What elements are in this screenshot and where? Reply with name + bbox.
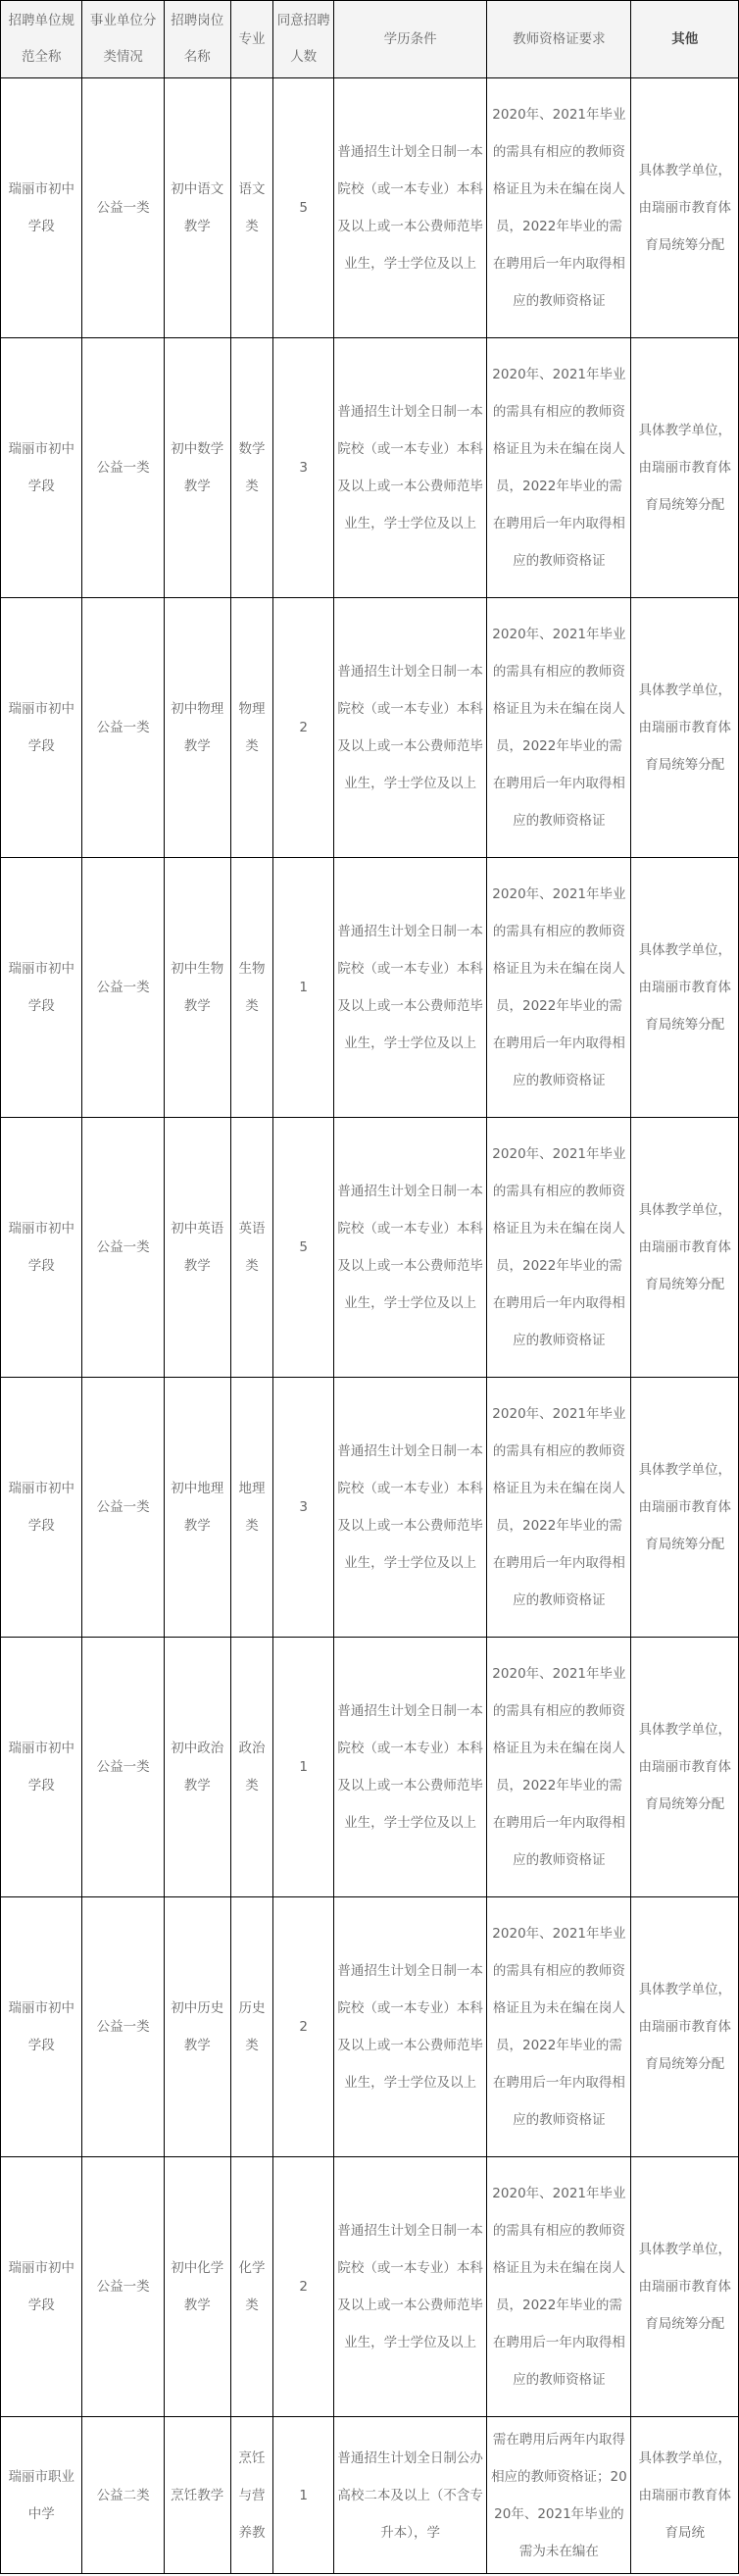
cell-count: 2 (273, 598, 334, 858)
cell-category: 公益二类 (82, 2417, 164, 2574)
cell-position: 初中化学教学 (164, 2157, 230, 2417)
cell-position: 初中物理教学 (164, 598, 230, 858)
cell-unit: 瑞丽市初中学段 (1, 78, 82, 338)
cell-unit: 瑞丽市初中学段 (1, 338, 82, 598)
cell-category: 公益一类 (82, 858, 164, 1118)
cell-major: 英语类 (230, 1118, 273, 1378)
cell-major: 生物类 (230, 858, 273, 1118)
cell-count: 1 (273, 2417, 334, 2574)
cell-unit: 瑞丽市初中学段 (1, 1638, 82, 1897)
cell-category: 公益一类 (82, 598, 164, 858)
cell-certificate: 需在聘用后两年内取得相应的教师资格证；2020年、2021年毕业的需为未在编在 (487, 2417, 631, 2574)
cell-unit: 瑞丽市职业中学 (1, 2417, 82, 2574)
table-row (1, 1638, 739, 1897)
header-unit-name: 招聘单位规范全称 (1, 1, 82, 78)
cell-education: 普通招生计划全日制一本院校（或一本专业）本科及以上或一本公费师范毕业生，学士学位及以上 (333, 1897, 486, 2157)
cell-certificate: 2020年、2021年毕业的需具有相应的教师资格证且为未在编在岗人员，2022年毕业的需在聘用后一年内取得相应的教师资格证 (487, 2157, 631, 2417)
table-row (1, 858, 739, 1118)
header-hire-count: 同意招聘人数 (273, 1, 334, 78)
table-row (1, 338, 739, 598)
cell-other: 具体教学单位，由瑞丽市教育体育局统筹分配 (631, 1897, 739, 2157)
table-row (1, 1897, 739, 2157)
cell-certificate: 2020年、2021年毕业的需具有相应的教师资格证且为未在编在岗人员，2022年毕业的需在聘用后一年内取得相应的教师资格证 (487, 1897, 631, 2157)
cell-category: 公益一类 (82, 1378, 164, 1638)
cell-unit: 瑞丽市初中学段 (1, 598, 82, 858)
cell-category: 公益一类 (82, 338, 164, 598)
cell-position: 初中历史教学 (164, 1897, 230, 2157)
cell-major: 烹饪与营养教 (230, 2417, 273, 2574)
cell-other: 具体教学单位，由瑞丽市教育体育局统筹分配 (631, 338, 739, 598)
cell-count: 1 (273, 858, 334, 1118)
cell-unit: 瑞丽市初中学段 (1, 1118, 82, 1378)
cell-category: 公益一类 (82, 78, 164, 338)
cell-education: 普通招生计划全日制一本院校（或一本专业）本科及以上或一本公费师范毕业生，学士学位及以上 (333, 2157, 486, 2417)
header-major: 专业 (230, 1, 273, 78)
cell-major: 语文类 (230, 78, 273, 338)
header-position-name: 招聘岗位名称 (164, 1, 230, 78)
cell-unit: 瑞丽市初中学段 (1, 1378, 82, 1638)
cell-other: 具体教学单位，由瑞丽市教育体育局统筹分配 (631, 858, 739, 1118)
cell-major: 数学类 (230, 338, 273, 598)
cell-other: 具体教学单位，由瑞丽市教育体育局统筹分配 (631, 1378, 739, 1638)
cell-count: 2 (273, 2157, 334, 2417)
cell-education: 普通招生计划全日制一本院校（或一本专业）本科及以上或一本公费师范毕业生，学士学位及以上 (333, 598, 486, 858)
header-other: 其他 (631, 1, 739, 78)
cell-education: 普通招生计划全日制公办高校二本及以上（不含专升本），学 (333, 2417, 486, 2574)
cell-other: 具体教学单位，由瑞丽市教育体育局统筹分配 (631, 598, 739, 858)
cell-category: 公益一类 (82, 1118, 164, 1378)
cell-major: 地理类 (230, 1378, 273, 1638)
cell-certificate: 2020年、2021年毕业的需具有相应的教师资格证且为未在编在岗人员，2022年毕业的需在聘用后一年内取得相应的教师资格证 (487, 858, 631, 1118)
cell-count: 3 (273, 1378, 334, 1638)
cell-position: 初中政治教学 (164, 1638, 230, 1897)
cell-count: 2 (273, 1897, 334, 2157)
cell-category: 公益一类 (82, 1897, 164, 2157)
cell-count: 5 (273, 78, 334, 338)
cell-unit: 瑞丽市初中学段 (1, 2157, 82, 2417)
cell-position: 烹饪教学 (164, 2417, 230, 2574)
cell-count: 5 (273, 1118, 334, 1378)
cell-position: 初中语文教学 (164, 78, 230, 338)
cell-certificate: 2020年、2021年毕业的需具有相应的教师资格证且为未在编在岗人员，2022年毕业的需在聘用后一年内取得相应的教师资格证 (487, 338, 631, 598)
cell-position: 初中地理教学 (164, 1378, 230, 1638)
cell-other: 具体教学单位，由瑞丽市教育体育局统筹分配 (631, 2157, 739, 2417)
header-education: 学历条件 (333, 1, 486, 78)
cell-education: 普通招生计划全日制一本院校（或一本专业）本科及以上或一本公费师范毕业生，学士学位及以上 (333, 858, 486, 1118)
cell-education: 普通招生计划全日制一本院校（或一本专业）本科及以上或一本公费师范毕业生，学士学位及以上 (333, 1118, 486, 1378)
cell-other: 具体教学单位，由瑞丽市教育体育局统筹分配 (631, 78, 739, 338)
cell-major: 化学类 (230, 2157, 273, 2417)
cell-major: 历史类 (230, 1897, 273, 2157)
cell-certificate: 2020年、2021年毕业的需具有相应的教师资格证且为未在编在岗人员，2022年毕业的需在聘用后一年内取得相应的教师资格证 (487, 1118, 631, 1378)
cell-position: 初中英语教学 (164, 1118, 230, 1378)
cell-major: 政治类 (230, 1638, 273, 1897)
table-header-row (1, 1, 739, 78)
cell-position: 初中数学教学 (164, 338, 230, 598)
cell-major: 物理类 (230, 598, 273, 858)
cell-unit: 瑞丽市初中学段 (1, 858, 82, 1118)
cell-other: 具体教学单位，由瑞丽市教育体育局统 (631, 2417, 739, 2574)
cell-unit: 瑞丽市初中学段 (1, 1897, 82, 2157)
cell-education: 普通招生计划全日制一本院校（或一本专业）本科及以上或一本公费师范毕业生，学士学位及以上 (333, 1638, 486, 1897)
cell-count: 3 (273, 338, 334, 598)
cell-certificate: 2020年、2021年毕业的需具有相应的教师资格证且为未在编在岗人员，2022年毕业的需在聘用后一年内取得相应的教师资格证 (487, 1378, 631, 1638)
cell-education: 普通招生计划全日制一本院校（或一本专业）本科及以上或一本公费师范毕业生，学士学位及以上 (333, 338, 486, 598)
cell-education: 普通招生计划全日制一本院校（或一本专业）本科及以上或一本公费师范毕业生，学士学位及以上 (333, 1378, 486, 1638)
table-row (1, 2417, 739, 2574)
cell-category: 公益一类 (82, 1638, 164, 1897)
cell-category: 公益一类 (82, 2157, 164, 2417)
header-certificate: 教师资格证要求 (487, 1, 631, 78)
table-row (1, 1118, 739, 1378)
cell-certificate: 2020年、2021年毕业的需具有相应的教师资格证且为未在编在岗人员，2022年毕业的需在聘用后一年内取得相应的教师资格证 (487, 598, 631, 858)
table-row (1, 78, 739, 338)
table-row (1, 1378, 739, 1638)
cell-education: 普通招生计划全日制一本院校（或一本专业）本科及以上或一本公费师范毕业生，学士学位及以上 (333, 78, 486, 338)
cell-position: 初中生物教学 (164, 858, 230, 1118)
cell-other: 具体教学单位，由瑞丽市教育体育局统筹分配 (631, 1118, 739, 1378)
table-row (1, 598, 739, 858)
cell-count: 1 (273, 1638, 334, 1897)
cell-certificate: 2020年、2021年毕业的需具有相应的教师资格证且为未在编在岗人员，2022年毕业的需在聘用后一年内取得相应的教师资格证 (487, 78, 631, 338)
cell-certificate: 2020年、2021年毕业的需具有相应的教师资格证且为未在编在岗人员，2022年毕业的需在聘用后一年内取得相应的教师资格证 (487, 1638, 631, 1897)
table-row (1, 2157, 739, 2417)
cell-other: 具体教学单位，由瑞丽市教育体育局统筹分配 (631, 1638, 739, 1897)
header-unit-category: 事业单位分类情况 (82, 1, 164, 78)
